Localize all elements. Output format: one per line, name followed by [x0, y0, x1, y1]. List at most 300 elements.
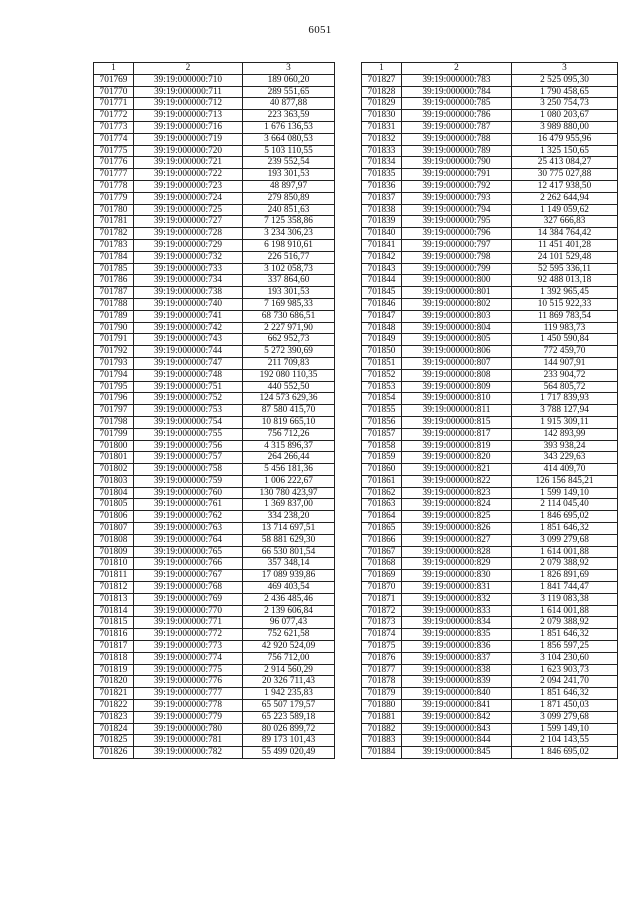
cadastral-value-cell: 10 515 922,33 [512, 298, 618, 310]
row-number-cell: 701814 [94, 605, 134, 617]
cadastral-number-cell: 39:19:000000:843 [402, 723, 512, 735]
cadastral-number-cell: 39:19:000000:743 [134, 334, 243, 346]
table-row [362, 133, 618, 145]
row-number-cell: 701836 [362, 180, 402, 192]
cadastral-number-cell: 39:19:000000:822 [402, 475, 512, 487]
row-number-cell: 701822 [94, 700, 134, 712]
table-row [362, 499, 618, 511]
row-number-cell: 701794 [94, 369, 134, 381]
column-header: 2 [402, 63, 512, 75]
cadastral-value-cell: 662 952,73 [243, 334, 335, 346]
cadastral-value-cell: 68 730 686,51 [243, 310, 335, 322]
cadastral-value-cell: 2 139 606,84 [243, 605, 335, 617]
cadastral-number-cell: 39:19:000000:751 [134, 381, 243, 393]
row-number-cell: 701842 [362, 251, 402, 263]
table-row [94, 216, 335, 228]
cadastral-number-cell: 39:19:000000:756 [134, 440, 243, 452]
cadastral-value-cell: 16 479 955,96 [512, 133, 618, 145]
row-number-cell: 701778 [94, 180, 134, 192]
cadastral-number-cell: 39:19:000000:779 [134, 711, 243, 723]
cadastral-number-cell: 39:19:000000:774 [134, 652, 243, 664]
table-row [94, 110, 335, 122]
cadastral-value-cell: 2 104 143,55 [512, 735, 618, 747]
table-row [362, 263, 618, 275]
cadastral-number-cell: 39:19:000000:711 [134, 86, 243, 98]
cadastral-number-cell: 39:19:000000:841 [402, 700, 512, 712]
row-number-cell: 701883 [362, 735, 402, 747]
table-row [362, 228, 618, 240]
cadastral-number-cell: 39:19:000000:741 [134, 310, 243, 322]
table-row [94, 74, 335, 86]
cadastral-number-cell: 39:19:000000:844 [402, 735, 512, 747]
table-row [362, 664, 618, 676]
cadastral-value-cell: 52 595 336,11 [512, 263, 618, 275]
cadastral-value-cell: 211 709,83 [243, 357, 335, 369]
row-number-cell: 701799 [94, 428, 134, 440]
row-number-cell: 701847 [362, 310, 402, 322]
table-row [94, 405, 335, 417]
cadastral-number-cell: 39:19:000000:722 [134, 169, 243, 181]
cadastral-value-cell: 1 846 695,02 [512, 747, 618, 759]
cadastral-number-cell: 39:19:000000:764 [134, 534, 243, 546]
data-table-right [361, 62, 618, 759]
row-number-cell: 701838 [362, 204, 402, 216]
table-row [94, 523, 335, 535]
cadastral-value-cell: 1 006 222,67 [243, 475, 335, 487]
cadastral-number-cell: 39:19:000000:791 [402, 169, 512, 181]
table-row [362, 582, 618, 594]
table-row [362, 393, 618, 405]
cadastral-value-cell: 7 125 358,86 [243, 216, 335, 228]
row-number-cell: 701820 [94, 676, 134, 688]
cadastral-number-cell: 39:19:000000:834 [402, 617, 512, 629]
table-row [362, 110, 618, 122]
table-row [94, 499, 335, 511]
row-number-cell: 701796 [94, 393, 134, 405]
table-row [362, 558, 618, 570]
row-number-cell: 701795 [94, 381, 134, 393]
row-number-cell: 701772 [94, 110, 134, 122]
row-number-cell: 701866 [362, 534, 402, 546]
cadastral-number-cell: 39:19:000000:802 [402, 298, 512, 310]
cadastral-value-cell: 1 851 646,32 [512, 629, 618, 641]
cadastral-number-cell: 39:19:000000:744 [134, 346, 243, 358]
row-number-cell: 701868 [362, 558, 402, 570]
table-row [362, 652, 618, 664]
row-number-cell: 701840 [362, 228, 402, 240]
table-row [94, 511, 335, 523]
row-number-cell: 701884 [362, 747, 402, 759]
table-row [94, 428, 335, 440]
row-number-cell: 701873 [362, 617, 402, 629]
row-number-cell: 701863 [362, 499, 402, 511]
row-number-cell: 701851 [362, 357, 402, 369]
table-row [362, 334, 618, 346]
table-row [94, 617, 335, 629]
table-header-row [362, 63, 618, 75]
cadastral-number-cell: 39:19:000000:809 [402, 381, 512, 393]
cadastral-number-cell: 39:19:000000:792 [402, 180, 512, 192]
row-number-cell: 701813 [94, 593, 134, 605]
cadastral-number-cell: 39:19:000000:738 [134, 287, 243, 299]
table-row [362, 357, 618, 369]
cadastral-value-cell: 25 413 084,27 [512, 157, 618, 169]
table-row [94, 664, 335, 676]
cadastral-value-cell: 279 850,89 [243, 192, 335, 204]
table-row [94, 298, 335, 310]
table-row [362, 322, 618, 334]
cadastral-number-cell: 39:19:000000:831 [402, 582, 512, 594]
table-row [362, 605, 618, 617]
cadastral-number-cell: 39:19:000000:727 [134, 216, 243, 228]
row-number-cell: 701827 [362, 74, 402, 86]
row-number-cell: 701829 [362, 98, 402, 110]
row-number-cell: 701876 [362, 652, 402, 664]
cadastral-number-cell: 39:19:000000:798 [402, 251, 512, 263]
cadastral-value-cell: 1 915 309,11 [512, 416, 618, 428]
cadastral-value-cell: 7 169 985,33 [243, 298, 335, 310]
row-number-cell: 701841 [362, 239, 402, 251]
table-row [94, 287, 335, 299]
row-number-cell: 701837 [362, 192, 402, 204]
table-row [362, 310, 618, 322]
cadastral-value-cell: 13 714 697,51 [243, 523, 335, 535]
table-row [362, 169, 618, 181]
cadastral-number-cell: 39:19:000000:835 [402, 629, 512, 641]
cadastral-value-cell: 1 851 646,32 [512, 688, 618, 700]
table-row [94, 464, 335, 476]
cadastral-number-cell: 39:19:000000:821 [402, 464, 512, 476]
cadastral-value-cell: 357 348,14 [243, 558, 335, 570]
table-row [94, 558, 335, 570]
row-number-cell: 701854 [362, 393, 402, 405]
row-number-cell: 701825 [94, 735, 134, 747]
cadastral-value-cell: 192 080 110,35 [243, 369, 335, 381]
cadastral-number-cell: 39:19:000000:793 [402, 192, 512, 204]
cadastral-number-cell: 39:19:000000:788 [402, 133, 512, 145]
cadastral-value-cell: 2 525 095,30 [512, 74, 618, 86]
table-row [94, 263, 335, 275]
table-row [94, 180, 335, 192]
table-row [94, 747, 335, 759]
cadastral-number-cell: 39:19:000000:719 [134, 133, 243, 145]
cadastral-value-cell: 2 262 644,94 [512, 192, 618, 204]
cadastral-number-cell: 39:19:000000:805 [402, 334, 512, 346]
cadastral-value-cell: 1 450 590,84 [512, 334, 618, 346]
cadastral-number-cell: 39:19:000000:810 [402, 393, 512, 405]
cadastral-value-cell: 752 621,58 [243, 629, 335, 641]
row-number-cell: 701807 [94, 523, 134, 535]
cadastral-value-cell: 96 077,43 [243, 617, 335, 629]
cadastral-value-cell: 440 552,50 [243, 381, 335, 393]
table-row [362, 711, 618, 723]
row-number-cell: 701857 [362, 428, 402, 440]
table-header-row [94, 63, 335, 75]
row-number-cell: 701826 [94, 747, 134, 759]
table-row [362, 700, 618, 712]
cadastral-number-cell: 39:19:000000:840 [402, 688, 512, 700]
row-number-cell: 701843 [362, 263, 402, 275]
table-row [362, 405, 618, 417]
table-row [94, 605, 335, 617]
cadastral-value-cell: 11 451 401,28 [512, 239, 618, 251]
cadastral-value-cell: 337 864,60 [243, 275, 335, 287]
row-number-cell: 701791 [94, 334, 134, 346]
row-number-cell: 701784 [94, 251, 134, 263]
cadastral-number-cell: 39:19:000000:803 [402, 310, 512, 322]
cadastral-number-cell: 39:19:000000:785 [402, 98, 512, 110]
row-number-cell: 701802 [94, 464, 134, 476]
cadastral-value-cell: 144 907,91 [512, 357, 618, 369]
cadastral-value-cell: 3 250 754,73 [512, 98, 618, 110]
column-header: 3 [243, 63, 335, 75]
cadastral-value-cell: 3 099 279,68 [512, 534, 618, 546]
row-number-cell: 701770 [94, 86, 134, 98]
cadastral-number-cell: 39:19:000000:784 [402, 86, 512, 98]
table-row [362, 511, 618, 523]
cadastral-value-cell: 126 156 845,21 [512, 475, 618, 487]
cadastral-value-cell: 2 079 388,92 [512, 617, 618, 629]
cadastral-number-cell: 39:19:000000:712 [134, 98, 243, 110]
row-number-cell: 701769 [94, 74, 134, 86]
row-number-cell: 701869 [362, 570, 402, 582]
row-number-cell: 701830 [362, 110, 402, 122]
table-row [94, 487, 335, 499]
cadastral-number-cell: 39:19:000000:815 [402, 416, 512, 428]
cadastral-number-cell: 39:19:000000:759 [134, 475, 243, 487]
cadastral-number-cell: 39:19:000000:770 [134, 605, 243, 617]
cadastral-number-cell: 39:19:000000:826 [402, 523, 512, 535]
cadastral-number-cell: 39:19:000000:824 [402, 499, 512, 511]
table-row [362, 216, 618, 228]
cadastral-number-cell: 39:19:000000:839 [402, 676, 512, 688]
cadastral-number-cell: 39:19:000000:748 [134, 369, 243, 381]
table-row [362, 452, 618, 464]
cadastral-value-cell: 80 026 899,72 [243, 723, 335, 735]
row-number-cell: 701773 [94, 121, 134, 133]
row-number-cell: 701803 [94, 475, 134, 487]
row-number-cell: 701862 [362, 487, 402, 499]
row-number-cell: 701806 [94, 511, 134, 523]
cadastral-number-cell: 39:19:000000:825 [402, 511, 512, 523]
cadastral-number-cell: 39:19:000000:725 [134, 204, 243, 216]
cadastral-value-cell: 1 846 695,02 [512, 511, 618, 523]
table-row [94, 381, 335, 393]
table-row [362, 275, 618, 287]
cadastral-value-cell: 3 664 080,53 [243, 133, 335, 145]
cadastral-number-cell: 39:19:000000:794 [402, 204, 512, 216]
row-number-cell: 701783 [94, 239, 134, 251]
row-number-cell: 701774 [94, 133, 134, 145]
row-number-cell: 701878 [362, 676, 402, 688]
cadastral-value-cell: 1 871 450,03 [512, 700, 618, 712]
table-row [94, 416, 335, 428]
row-number-cell: 701867 [362, 546, 402, 558]
cadastral-value-cell: 393 938,24 [512, 440, 618, 452]
table-row [94, 121, 335, 133]
table-row [362, 145, 618, 157]
table-row [362, 676, 618, 688]
cadastral-value-cell: 12 417 938,50 [512, 180, 618, 192]
table-row [94, 452, 335, 464]
cadastral-value-cell: 3 099 279,68 [512, 711, 618, 723]
cadastral-value-cell: 10 819 665,10 [243, 416, 335, 428]
row-number-cell: 701844 [362, 275, 402, 287]
cadastral-value-cell: 756 712,26 [243, 428, 335, 440]
table-row [362, 546, 618, 558]
cadastral-number-cell: 39:19:000000:723 [134, 180, 243, 192]
row-number-cell: 701790 [94, 322, 134, 334]
table-row [94, 369, 335, 381]
table-row [362, 475, 618, 487]
table-row [362, 298, 618, 310]
row-number-cell: 701872 [362, 605, 402, 617]
cadastral-value-cell: 414 409,70 [512, 464, 618, 476]
row-number-cell: 701833 [362, 145, 402, 157]
cadastral-value-cell: 20 326 711,43 [243, 676, 335, 688]
table-row [94, 133, 335, 145]
row-number-cell: 701793 [94, 357, 134, 369]
row-number-cell: 701870 [362, 582, 402, 594]
table-row [362, 239, 618, 251]
cadastral-value-cell: 24 101 529,48 [512, 251, 618, 263]
row-number-cell: 701839 [362, 216, 402, 228]
table-row [362, 735, 618, 747]
row-number-cell: 701818 [94, 652, 134, 664]
table-row [94, 169, 335, 181]
cadastral-number-cell: 39:19:000000:733 [134, 263, 243, 275]
cadastral-value-cell: 2 114 045,40 [512, 499, 618, 511]
cadastral-value-cell: 223 363,59 [243, 110, 335, 122]
row-number-cell: 701865 [362, 523, 402, 535]
cadastral-value-cell: 2 094 241,70 [512, 676, 618, 688]
cadastral-value-cell: 66 530 801,54 [243, 546, 335, 558]
cadastral-value-cell: 334 238,20 [243, 511, 335, 523]
table-row [94, 228, 335, 240]
cadastral-number-cell: 39:19:000000:710 [134, 74, 243, 86]
cadastral-number-cell: 39:19:000000:769 [134, 593, 243, 605]
table-row [362, 98, 618, 110]
cadastral-number-cell: 39:19:000000:775 [134, 664, 243, 676]
cadastral-number-cell: 39:19:000000:766 [134, 558, 243, 570]
table-row [94, 98, 335, 110]
table-row [362, 641, 618, 653]
cadastral-value-cell: 2 436 485,46 [243, 593, 335, 605]
cadastral-value-cell: 3 119 083,38 [512, 593, 618, 605]
row-number-cell: 701776 [94, 157, 134, 169]
cadastral-value-cell: 4 315 896,37 [243, 440, 335, 452]
row-number-cell: 701805 [94, 499, 134, 511]
row-number-cell: 701834 [362, 157, 402, 169]
row-number-cell: 701874 [362, 629, 402, 641]
row-number-cell: 701817 [94, 641, 134, 653]
cadastral-value-cell: 226 516,77 [243, 251, 335, 263]
cadastral-number-cell: 39:19:000000:833 [402, 605, 512, 617]
cadastral-value-cell: 124 573 629,36 [243, 393, 335, 405]
cadastral-number-cell: 39:19:000000:823 [402, 487, 512, 499]
table-row [94, 475, 335, 487]
cadastral-value-cell: 1 623 903,73 [512, 664, 618, 676]
table-row [94, 275, 335, 287]
cadastral-number-cell: 39:19:000000:768 [134, 582, 243, 594]
row-number-cell: 701800 [94, 440, 134, 452]
row-number-cell: 701824 [94, 723, 134, 735]
row-number-cell: 701881 [362, 711, 402, 723]
cadastral-number-cell: 39:19:000000:761 [134, 499, 243, 511]
cadastral-value-cell: 17 089 939,86 [243, 570, 335, 582]
cadastral-number-cell: 39:19:000000:832 [402, 593, 512, 605]
table-row [362, 180, 618, 192]
row-number-cell: 701856 [362, 416, 402, 428]
row-number-cell: 701797 [94, 405, 134, 417]
cadastral-number-cell: 39:19:000000:772 [134, 629, 243, 641]
row-number-cell: 701812 [94, 582, 134, 594]
row-number-cell: 701781 [94, 216, 134, 228]
cadastral-number-cell: 39:19:000000:780 [134, 723, 243, 735]
cadastral-number-cell: 39:19:000000:773 [134, 641, 243, 653]
table-row [362, 593, 618, 605]
table-row [362, 74, 618, 86]
row-number-cell: 701845 [362, 287, 402, 299]
row-number-cell: 701808 [94, 534, 134, 546]
cadastral-value-cell: 3 102 058,73 [243, 263, 335, 275]
table-row [94, 322, 335, 334]
cadastral-number-cell: 39:19:000000:830 [402, 570, 512, 582]
table-row [362, 192, 618, 204]
cadastral-value-cell: 65 507 179,57 [243, 700, 335, 712]
cadastral-number-cell: 39:19:000000:728 [134, 228, 243, 240]
cadastral-value-cell: 87 580 415,70 [243, 405, 335, 417]
cadastral-value-cell: 3 989 880,00 [512, 121, 618, 133]
cadastral-value-cell: 3 234 306,23 [243, 228, 335, 240]
cadastral-value-cell: 756 712,00 [243, 652, 335, 664]
row-number-cell: 701782 [94, 228, 134, 240]
cadastral-value-cell: 469 403,54 [243, 582, 335, 594]
table-row [362, 523, 618, 535]
row-number-cell: 701771 [94, 98, 134, 110]
cadastral-number-cell: 39:19:000000:754 [134, 416, 243, 428]
row-number-cell: 701816 [94, 629, 134, 641]
table-row [94, 157, 335, 169]
table-row [94, 251, 335, 263]
table-row [362, 617, 618, 629]
table-row [94, 86, 335, 98]
cadastral-value-cell: 1 392 965,45 [512, 287, 618, 299]
cadastral-number-cell: 39:19:000000:797 [402, 239, 512, 251]
row-number-cell: 701858 [362, 440, 402, 452]
cadastral-value-cell: 5 103 110,55 [243, 145, 335, 157]
cadastral-value-cell: 1 614 001,88 [512, 546, 618, 558]
column-header: 3 [512, 63, 618, 75]
table-row [94, 570, 335, 582]
cadastral-number-cell: 39:19:000000:729 [134, 239, 243, 251]
table-row [94, 546, 335, 558]
cadastral-value-cell: 65 223 589,18 [243, 711, 335, 723]
cadastral-number-cell: 39:19:000000:842 [402, 711, 512, 723]
cadastral-value-cell: 89 173 101,43 [243, 735, 335, 747]
cadastral-number-cell: 39:19:000000:734 [134, 275, 243, 287]
row-number-cell: 701815 [94, 617, 134, 629]
cadastral-value-cell: 1 149 059,62 [512, 204, 618, 216]
cadastral-number-cell: 39:19:000000:806 [402, 346, 512, 358]
table-row [362, 381, 618, 393]
column-header: 1 [94, 63, 134, 75]
cadastral-number-cell: 39:19:000000:819 [402, 440, 512, 452]
table-row [94, 629, 335, 641]
cadastral-number-cell: 39:19:000000:807 [402, 357, 512, 369]
row-number-cell: 701877 [362, 664, 402, 676]
cadastral-number-cell: 39:19:000000:838 [402, 664, 512, 676]
